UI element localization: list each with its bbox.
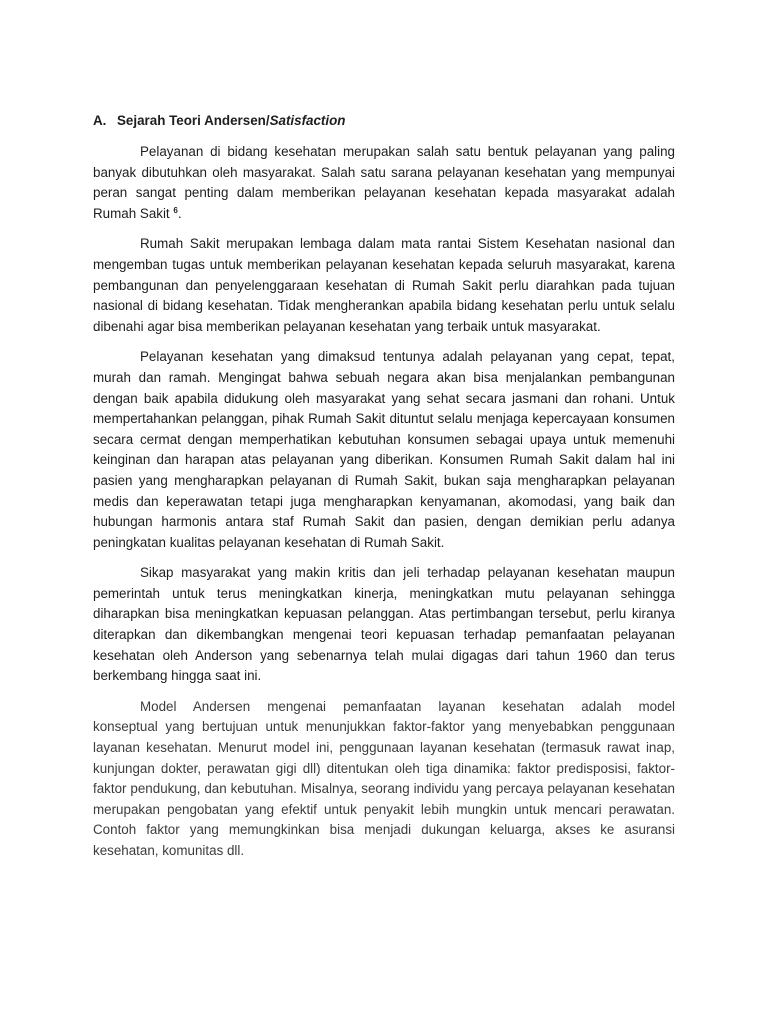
paragraph-5-word-model-2: model: [638, 698, 675, 714]
paragraph-1-end: .: [177, 205, 182, 221]
section-heading: [93, 111, 675, 131]
section-number: A.: [93, 113, 107, 128]
document-body: [93, 111, 675, 872]
paragraph-5-first-line: [93, 697, 675, 718]
paragraph-4: Sikap masyarakat yang makin kritis dan jeli terhadap pelayanan kesehatan maupun pemerintah untuk terus meningkatkan kinerja, meningkatkan mutu pelayanan sehingga diharapkan bisa meningkatkan kepuasan pelanggan. Atas pertimbangan tersebut, perlu kiranya diterapkan dan dikembangkan mengenai teori kepuasan terhadap pemanfaatan pelayanan kesehatan oleh Anderson yang sebenarnya telah mulai digagas dari tahun 1960 dan terus berkembang hingga saat ini.: [93, 565, 675, 684]
paragraph-1: [93, 142, 675, 224]
footnote-reference: 6: [173, 205, 178, 215]
paragraph-2: Rumah Sakit merupakan lembaga dalam mata rantai Sistem Kesehatan nasional dan mengemban tugas untuk memberikan pelayanan kesehatan kepada seluruh masyarakat, karena pembangunan dan penyelenggaraan kesehatan di Rumah Sakit perlu diarahkan pada tujuan nasional di bidang kesehatan. Tidak mengherankan apabila bidang kesehatan perlu untuk selalu dibenahi agar bisa memberikan pelayanan kesehatan yang terbaik untuk masyarakat.: [93, 236, 675, 334]
paragraph-5: konseptual yang bertujuan untuk menunjukkan faktor-faktor yang menyebabkan penggunaan layanan kesehatan. Menurut model ini, penggunaan layanan kesehatan (termasuk rawat inap, kunjungan dokter, perawatan gigi dll) ditentukan oleh tiga dinamika: faktor predisposisi, faktor-faktor pendukung, dan kebutuhan. Misalnya, seorang individu yang percaya pelayanan kesehatan merupakan pengobatan yang efektif untuk penyakit lebih mungkin untuk mencari perawatan. Contoh faktor yang memungkinkan bisa menjadi dukungan keluarga, akses ke asuransi kesehatan, komunitas dll.: [93, 719, 675, 858]
paragraph-1-text: Pelayanan di bidang kesehatan merupakan salah satu bentuk pelayanan yang paling banyak dibutuhkan oleh masyarakat. Salah satu sarana pelayanan kesehatan yang mempunyai peran sangat penting dalam memberikan pelayanan kesehatan kepada masyarakat adalah Rumah Sakit: [93, 144, 675, 221]
section-title-plain: Sejarah Teori Andersen/: [117, 113, 270, 128]
paragraph-5-word-adalah: adalah: [581, 698, 622, 714]
paragraph-3: Pelayanan kesehatan yang dimaksud tentunya adalah pelayanan yang cepat, tepat, murah dan ramah. Mengingat bahwa sebuah negara akan bisa menjalankan pembangunan dengan baik apabila didukung oleh masyarakat yang sehat secara jasmani dan rohani. Untuk mempertahankan pelanggan, pihak Rumah Sakit dituntut selalu menjaga kepercayaan konsumen secara cermat dengan memperhatikan kebutuhan konsumen sebagai upaya untuk memenuhi keinginan dan harapan atas pelayanan yang diberikan. Konsumen Rumah Sakit dalam hal ini pasien yang mengharapkan pelayanan di Rumah Sakit, bukan saja mengharapkan pelayanan medis dan keperawatan tetapi juga mengharapkan kenyamanan, akomodasi, yang baik dan hubungan harmonis antara staf Rumah Sakit dan pasien, dengan demikian perlu adanya peningkatan kualitas pelayanan kesehatan di Rumah Sakit.: [93, 349, 675, 550]
paragraph-5-word-model: Model: [140, 698, 177, 714]
paragraph-5-phrase: Andersen mengenai pemanfaatan layanan kesehatan: [192, 698, 565, 714]
section-title-italic: Satisfaction: [269, 113, 346, 128]
